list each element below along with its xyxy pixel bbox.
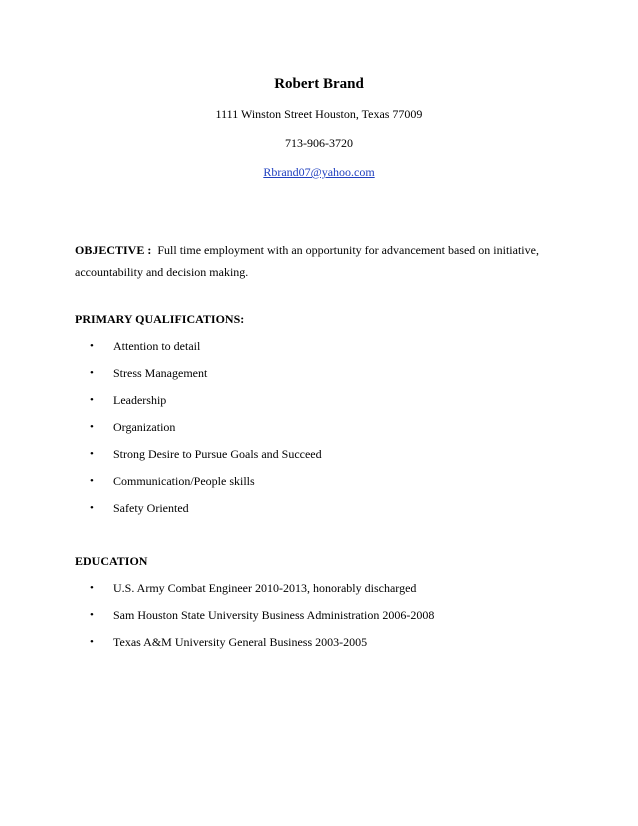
qualification-text: Attention to detail [113,339,201,353]
bullet-icon: • [90,475,94,487]
qualification-text: Organization [113,420,176,434]
education-heading: EDUCATION [75,554,148,568]
qualification-text: Communication/People skills [113,474,255,488]
bullet-icon: • [90,609,94,621]
qualifications-heading: PRIMARY QUALIFICATIONS: [75,312,245,326]
education-text: Texas A&M University General Business 2003-2005 [113,635,368,649]
email-link[interactable]: Rbrand07@yahoo.com [263,165,375,179]
education-text: U.S. Army Combat Engineer 2010-2013, honorably discharged [113,581,417,595]
street-address: 1111 Winston Street Houston, Texas 77009 [215,107,423,121]
resume-name: Robert Brand [274,76,364,92]
bullet-icon: • [90,448,94,460]
bullet-icon: • [90,636,94,648]
objective-label: OBJECTIVE : [75,243,152,257]
email-line [0,165,638,180]
bullet-icon: • [90,367,94,379]
qualification-text: Leadership [113,393,167,407]
objective-text: Full time employment with an opportunity for advancement based on initiative, accountability and decision making. [75,243,539,279]
education-text: Sam Houston State University Business Administration 2006-2008 [113,608,435,622]
qualification-text: Safety Oriented [113,501,189,515]
bullet-icon: • [90,394,94,406]
bullet-icon: • [90,340,94,352]
bullet-icon: • [90,421,94,433]
bullet-icon: • [90,502,94,514]
objective-section [75,239,575,283]
qualification-text: Stress Management [113,366,208,380]
qualification-text: Strong Desire to Pursue Goals and Succeed [113,447,322,461]
phone-number: 713-906-3720 [285,136,353,150]
bullet-icon: • [90,582,94,594]
